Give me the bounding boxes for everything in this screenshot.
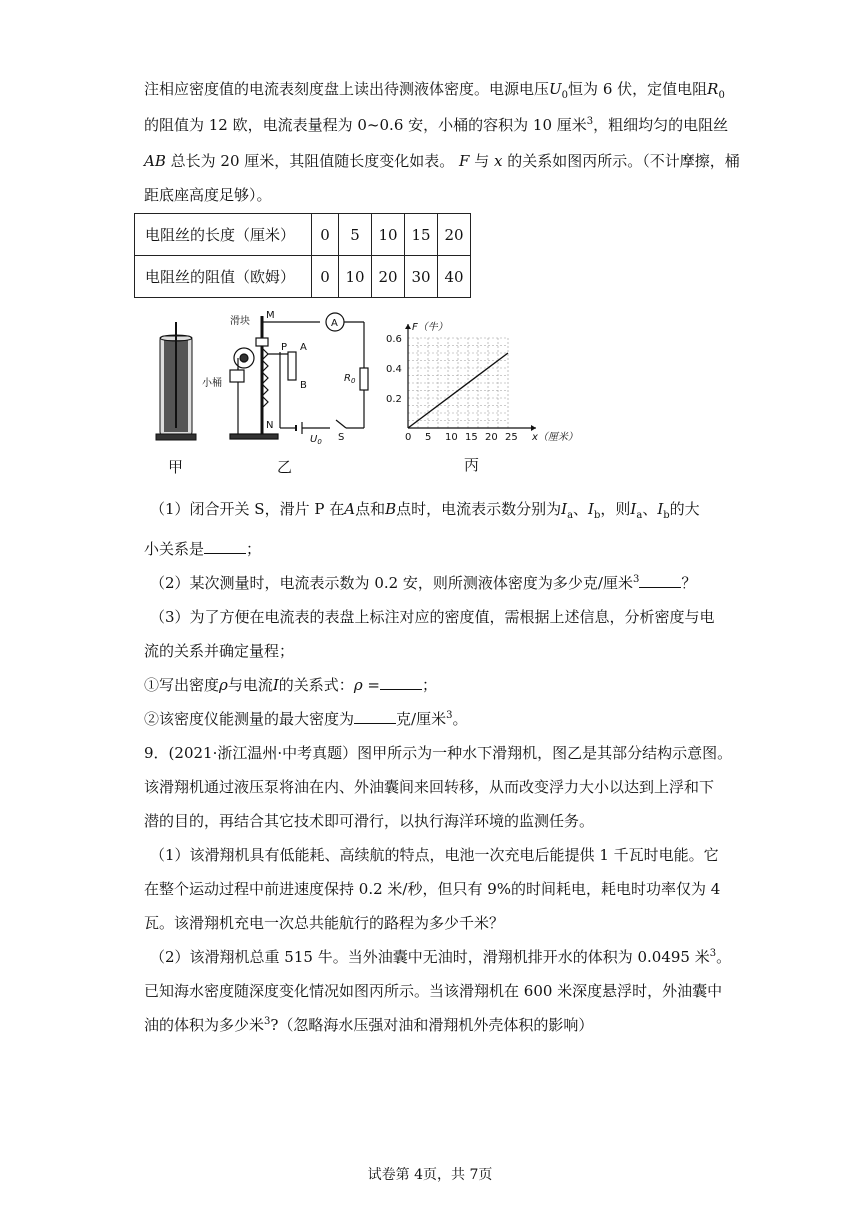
q1-line-2 (144, 538, 261, 559)
q9-line-3: 潜的目的，再结合其它技术即可滑行，以执行海洋环境的监测任务。 (144, 812, 595, 830)
label-a: A (300, 342, 307, 353)
text: 与 (474, 152, 490, 170)
text: ？ (681, 574, 697, 592)
intro-line-4: 距底座高度足够）。 (144, 186, 272, 204)
text: 油的体积为多少米 (144, 1016, 265, 1034)
var-r: R (707, 80, 719, 98)
text: 的阻值为 12 欧，电流表量程为 0~0.6 安，小桶的容积为 10 厘米 (144, 116, 587, 134)
intro-line-1 (144, 78, 725, 101)
label-n: N (266, 420, 274, 431)
q1-line-1 (150, 498, 700, 521)
text: 与电流 (227, 676, 273, 694)
x-tick-label: 10 (445, 432, 458, 443)
table-cell: 30 (405, 256, 438, 298)
q3-sub-1 (144, 674, 437, 695)
q9-line-1: 9．(2021·浙江温州·中考真题）图甲所示为一种水下滑翔机，图乙是其部分结构示意图。 (144, 744, 733, 762)
cylinder-figure (156, 322, 196, 440)
y-axis-label: F（牛） (412, 322, 448, 333)
text: ； (246, 540, 262, 558)
table-header: 电阻丝的阻值（欧姆） (135, 256, 312, 298)
page-footer: 试卷第 4页，共 7页 (367, 1167, 493, 1183)
answer-blank[interactable] (354, 722, 396, 724)
label-ammeter: A (331, 318, 338, 329)
var-f: F (459, 152, 470, 170)
label-u0: $U_0$ (310, 434, 322, 446)
y-tick-label: 0.2 (386, 394, 402, 405)
var-u: U (549, 80, 562, 98)
text: 注相应密度值的电流表刻度盘上读出待测液体密度。电源电压 (144, 80, 550, 98)
text: 。 (452, 710, 468, 728)
q3-line-2: 流的关系并确定量程； (144, 642, 295, 660)
var: ρ (219, 676, 228, 694)
table-cell: 10 (339, 256, 372, 298)
text: 点和 (355, 500, 386, 518)
x-tick-label: 20 (485, 432, 498, 443)
sup: 3 (586, 116, 594, 127)
intro-line-2 (144, 114, 728, 135)
x-tick-label: 15 (465, 432, 478, 443)
q9-line-8: 已知海水密度随深度变化情况如图丙所示。当该滑翔机在 600 米深度悬浮时，外油囊中 (144, 982, 723, 1000)
table-cell: 20 (372, 256, 405, 298)
text: ； (421, 676, 437, 694)
label-b: B (300, 380, 307, 391)
label-p: P (281, 342, 288, 353)
q3-sub-2 (144, 708, 467, 729)
var: I (272, 676, 279, 694)
sub: a (567, 510, 574, 521)
text: 恒为 6 伏，定值电阻 (568, 80, 708, 98)
label-m: M (266, 310, 275, 321)
text: ②该密度仪能测量的最大密度为 (144, 710, 355, 728)
intro-line-3 (144, 150, 740, 171)
label-s: S (338, 432, 345, 443)
table-cell: 0 (312, 256, 339, 298)
var: I (657, 500, 664, 518)
sup: 3 (633, 574, 640, 585)
q3-line-1: （3）为了方便在电流表的表盘上标注对应的密度值，需根据上述信息，分析密度与电 (150, 608, 715, 626)
figure-apparatus (150, 308, 578, 483)
sup: 3 (709, 948, 717, 959)
sub: b (593, 510, 601, 521)
table-cell: 15 (405, 214, 438, 256)
sub: b (663, 510, 670, 521)
answer-blank[interactable] (639, 586, 681, 588)
y-tick-label: 0.6 (386, 334, 402, 345)
q9-line-6: 瓦。该滑翔机充电一次总共能航行的路程为多少千米？ (144, 914, 505, 932)
x-axis-arrow (531, 425, 536, 431)
text: 的关系如图丙所示。（不计摩擦，桶 (507, 152, 740, 170)
answer-blank[interactable] (204, 552, 246, 554)
text: 的大 (669, 500, 700, 518)
var: B (385, 500, 397, 518)
var: I (630, 500, 637, 518)
resistance-table (134, 213, 471, 298)
text: ①写出密度 (144, 676, 220, 694)
sub: a (636, 510, 643, 521)
table-header: 电阻丝的长度（厘米） (135, 214, 312, 256)
caption-jia: 甲 (168, 460, 184, 476)
q9-line-2: 该滑翔机通过液压泵将油在内、外油囊间来回转移，从而改变浮力大小以达到上浮和下 (144, 778, 715, 796)
x-axis-label: x（厘米） (532, 432, 578, 443)
text: 、 (573, 500, 589, 518)
table-cell: 5 (339, 214, 372, 256)
text: 小关系是 (144, 540, 205, 558)
answer-blank[interactable] (380, 688, 422, 690)
text: （2）某次测量时，电流表示数为 0.2 安，则所测液体密度为多少克/厘米 (150, 574, 633, 592)
var-ab: AB (144, 152, 166, 170)
q9-line-7 (150, 946, 731, 967)
q9-line-9 (144, 1014, 593, 1035)
table-row (135, 214, 471, 256)
var: ρ = (353, 676, 380, 694)
label-r0: $R_0$ (344, 373, 356, 385)
x-tick-label: 25 (505, 432, 518, 443)
table-cell: 10 (372, 214, 405, 256)
sub: 0 (561, 90, 569, 101)
table-cell: 20 (438, 214, 471, 256)
table-cell: 40 (438, 256, 471, 298)
force-displacement-chart (386, 321, 578, 443)
label-bucket: 小桶 (202, 378, 222, 389)
x-tick-label: 5 (425, 432, 432, 443)
text: ?（忽略海水压强对油和滑翔机外壳体积的影响） (270, 1016, 594, 1034)
text: （1）闭合开关 S，滑片 P 在 (150, 500, 345, 518)
text: 克/厘米 (396, 710, 447, 728)
var: A (344, 500, 356, 518)
text: ，粗细均匀的电阻丝 (593, 116, 729, 134)
text: 总长为 20 厘米，其阻值随长度变化如表。 (170, 152, 455, 170)
text: 、 (642, 500, 658, 518)
caption-bing: 丙 (464, 458, 480, 474)
sup: 3 (446, 710, 453, 721)
var: I (561, 500, 568, 518)
table-cell: 0 (312, 214, 339, 256)
var: I (588, 500, 594, 518)
x-tick-label: 0 (405, 432, 412, 443)
y-axis-arrow (405, 324, 411, 329)
var-x: x (494, 152, 503, 170)
y-tick-label: 0.4 (386, 364, 402, 375)
text: 的关系式： (278, 676, 354, 694)
table-row (135, 256, 471, 298)
text: （2）该滑翔机总重 515 牛。当外油囊中无油时，滑翔机排开水的体积为 0.0495 米 (150, 948, 710, 966)
text: 。 (716, 948, 732, 966)
q9-line-5: 在整个运动过程中前进速度保持 0.2 米/秒，但只有 9%的时间耗电，耗电时功率仅为 4 (144, 880, 721, 898)
sub: 0 (718, 90, 725, 101)
q2-line (150, 572, 696, 593)
label-slider: 滑块 (230, 316, 250, 327)
sup: 3 (264, 1016, 271, 1027)
text: 点时，电流表示数分别为 (396, 500, 562, 518)
text: ，则 (600, 500, 631, 518)
q9-line-4: （1）该滑翔机具有低能耗、高续航的特点，电池一次充电后能提供 1 千瓦时电能。它 (150, 846, 719, 864)
caption-yi: 乙 (277, 460, 293, 476)
